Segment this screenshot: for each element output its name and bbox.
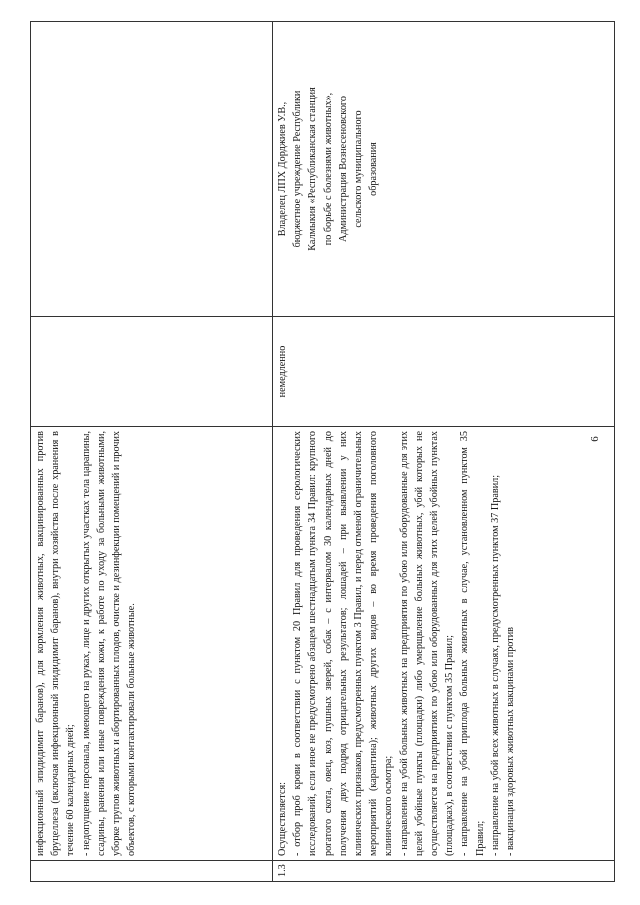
measure-paragraph: - отбор проб крови в соответствии с пунктом 20 Правил для проведения серологических исследований, если иное не предусмотрено абзацем шестнадцатым пункта 34 Правил: крупного рогатого скота, овец, коз, пушных зверей, собак – с интервалом 30 календарных дней до получения двух подряд отрицательных результатов; лошадей – при выявлении у них клинических признаков, предусмотренных пунктом 3 Правил, и перед отменой ограничительных мероприятий (карантина); животных других видов – во время проведения поголовного клинического осмотра;	[292, 431, 395, 856]
table-row-1-3	[273, 22, 615, 882]
responsible-cell	[31, 22, 273, 317]
rotated-table-sheet	[30, 22, 610, 882]
table-row-continued	[31, 22, 273, 882]
measure-paragraph: Осуществляется:	[277, 781, 288, 856]
measure-paragraph: - вакцинация здоровых животных вакцинами против	[505, 627, 517, 856]
page-number: 6	[588, 436, 601, 442]
deadline-cell	[31, 317, 273, 427]
responsible-line: образования	[368, 142, 380, 196]
responsible-line: по борьбе с болезнями животных»,	[322, 92, 334, 246]
measure-paragraph: - направление на убой всех животных в случаях, предусмотренных пунктом 37 Правил;	[489, 474, 501, 856]
row-number-cell: 1.3	[273, 861, 615, 882]
measure-text-cell	[273, 427, 615, 861]
measures-table	[30, 21, 615, 882]
measure-text-cell	[31, 427, 273, 861]
measure-paragraph: инфекционный эпидидимит баранов), для кормления животных, вакцинированных против бруцеллеза (включая инфекционный эпидидимит баранов), внутри хозяйства после хранения в течение 60 календарных дней;	[35, 431, 77, 856]
responsible-line: бюджетное учреждение Республики	[292, 90, 304, 248]
responsible-line: Администрация Вознесеновского	[337, 96, 349, 242]
row-number-cell	[31, 861, 273, 882]
responsible-cell	[273, 22, 615, 317]
responsible-line: Владелец ЛПХ Дорджиев У.В.,	[277, 101, 288, 237]
deadline-cell: немедленно	[273, 317, 615, 427]
responsible-line: Калмыкия «Республиканская станция	[307, 87, 319, 251]
measure-paragraph: - направление на убой приплода больных животных в случае, установленном пунктом 35 Правил;	[459, 431, 486, 856]
measure-paragraph: - недопущение персонала, имеющего на руках, лице и других открытых участках тела царапины, ссадины, ранения или иные повреждения кожи, к работе по уходу за больными животными, уборке трупов животных и абортированных плодов, очистке и дезинфекции помещений и прочих объектов, с которыми контактировали больные животные.	[80, 431, 138, 856]
measure-paragraph: - направление на убой больных животных на предприятия по убою или оборудованные для этих целей убойные пункты (площадки) либо умерщвление больных животных, убой которых не осуществляется на предприятиях по убою или оборудованных для этих целей убойных пунктах (площадках), в соответствии с пунктом 35 Правил;	[398, 431, 456, 856]
responsible-line: сельского муниципального	[353, 110, 365, 228]
